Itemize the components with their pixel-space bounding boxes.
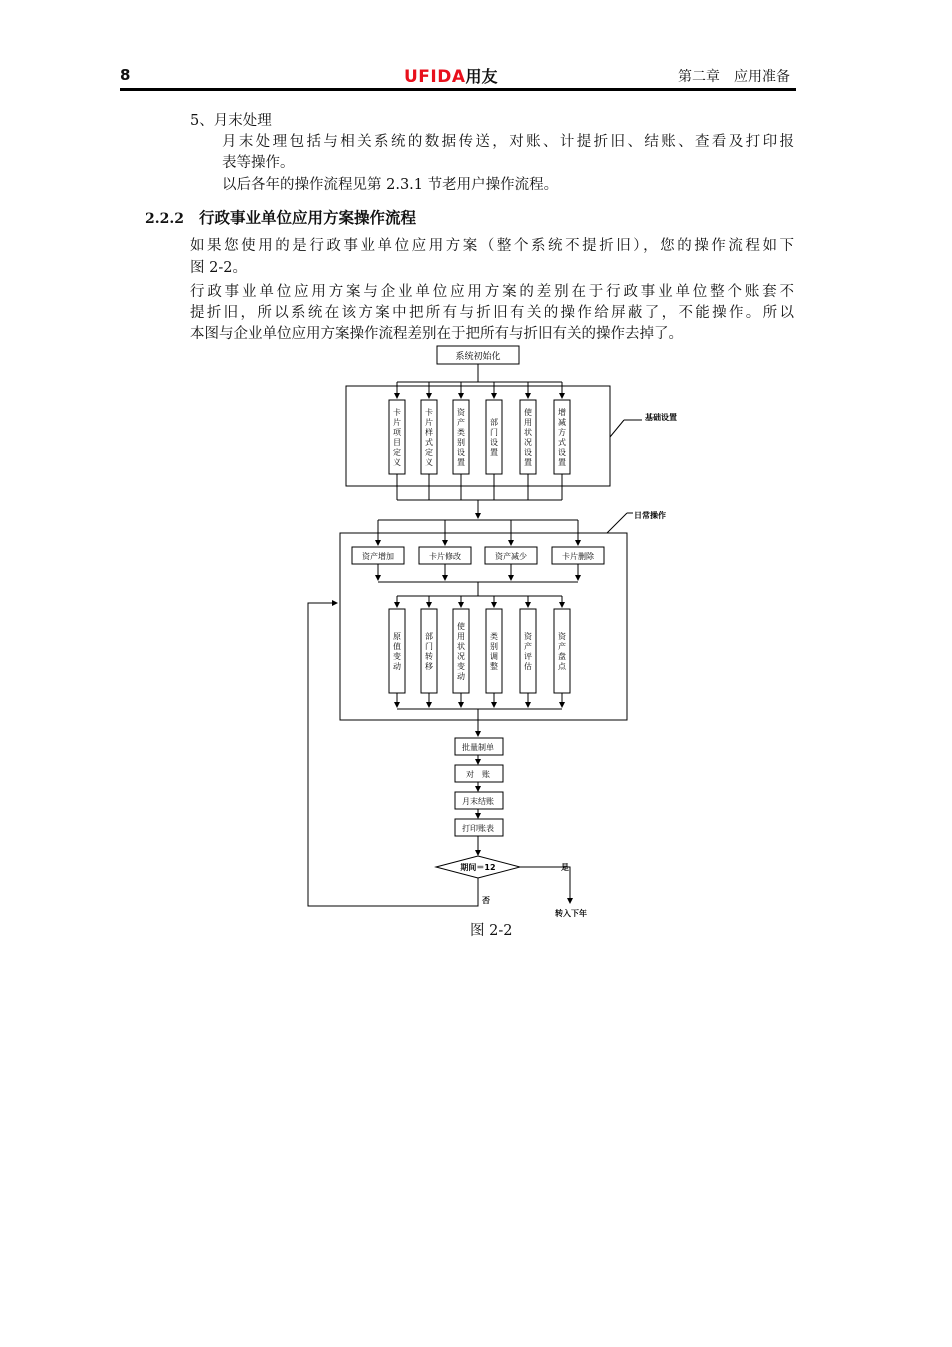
node-system-init-label: 系统初始化 <box>455 352 501 362</box>
heading-number: 2.2.2 <box>145 211 184 227</box>
daily-item-label: 资产评估 <box>524 631 532 671</box>
daily-top-label: 卡片修改 <box>429 552 461 561</box>
daily-item-label: 资产盘点 <box>558 631 566 671</box>
daily-item-label: 部门转移 <box>425 631 433 671</box>
step-label: 对 账 <box>466 770 490 779</box>
para2-line1: 行政事业单位应用方案与企业单位应用方案的差别在于行政事业单位整个账套不 <box>190 284 794 300</box>
yes-label: 是 <box>561 863 569 872</box>
daily-top-label: 卡片删除 <box>562 552 594 561</box>
brand-cn: 用友 <box>465 67 498 86</box>
heading-title: 行政事业单位应用方案操作流程 <box>199 209 417 227</box>
daily-ops-label: 日常操作 <box>634 511 666 520</box>
basic-item-label: 卡片项目定义 <box>393 407 401 467</box>
section5-line2: 表等操作。 <box>222 155 295 171</box>
daily-item-label: 使用状况变动 <box>457 621 465 681</box>
basic-settings-label: 基础设置 <box>645 413 677 422</box>
section5-line1: 月末处理包括与相关系统的数据传送，对账、计提折旧、结账、查看及打印报 <box>222 134 794 150</box>
daily-top-label: 资产减少 <box>495 552 527 561</box>
para2-line3: 本图与企业单位应用方案操作流程差别在于把所有与折旧有关的操作去掉了。 <box>190 326 683 342</box>
daily-top-label: 资产增加 <box>362 552 394 561</box>
step-label: 打印账表 <box>462 824 494 833</box>
daily-label-leader <box>607 513 627 533</box>
basic-item-label: 卡片样式定义 <box>425 407 433 467</box>
step-label: 月末结账 <box>462 797 494 806</box>
decision-label: 期间＝12 <box>460 863 496 872</box>
section5-title: 5、月末处理 <box>190 113 272 129</box>
daily-item-label: 类别调整 <box>490 631 498 671</box>
next-year-label: 转入下年 <box>555 909 587 918</box>
para2-line2: 提折旧，所以系统在该方案中把所有与折旧有关的操作给屏蔽了，不能操作。所以 <box>190 305 794 321</box>
para1-line1: 如果您使用的是行政事业单位应用方案（整个系统不提折旧），您的操作流程如下 <box>190 238 794 254</box>
basic-item-label: 增减方式设置 <box>558 407 566 467</box>
figure-caption: 图 2-2 <box>470 923 513 939</box>
chapter-title: 第二章 应用准备 <box>678 69 790 85</box>
page-number: 8 <box>120 66 131 84</box>
yes-branch <box>520 867 570 903</box>
para1-line2: 图 2-2。 <box>190 260 247 276</box>
basic-label-leader <box>610 420 624 437</box>
basic-item-label: 使用状况设置 <box>524 407 532 467</box>
no-label: 否 <box>482 896 490 905</box>
step-label: 批量制单 <box>462 743 494 752</box>
basic-item-label: 部门设置 <box>490 417 498 457</box>
basic-item-label: 资产类别设置 <box>457 407 465 467</box>
daily-item-label: 原值变动 <box>393 631 401 671</box>
section5-line3: 以后各年的操作流程见第 2.3.1 节老用户操作流程。 <box>222 177 559 193</box>
brand-en: UFIDA <box>404 67 466 87</box>
